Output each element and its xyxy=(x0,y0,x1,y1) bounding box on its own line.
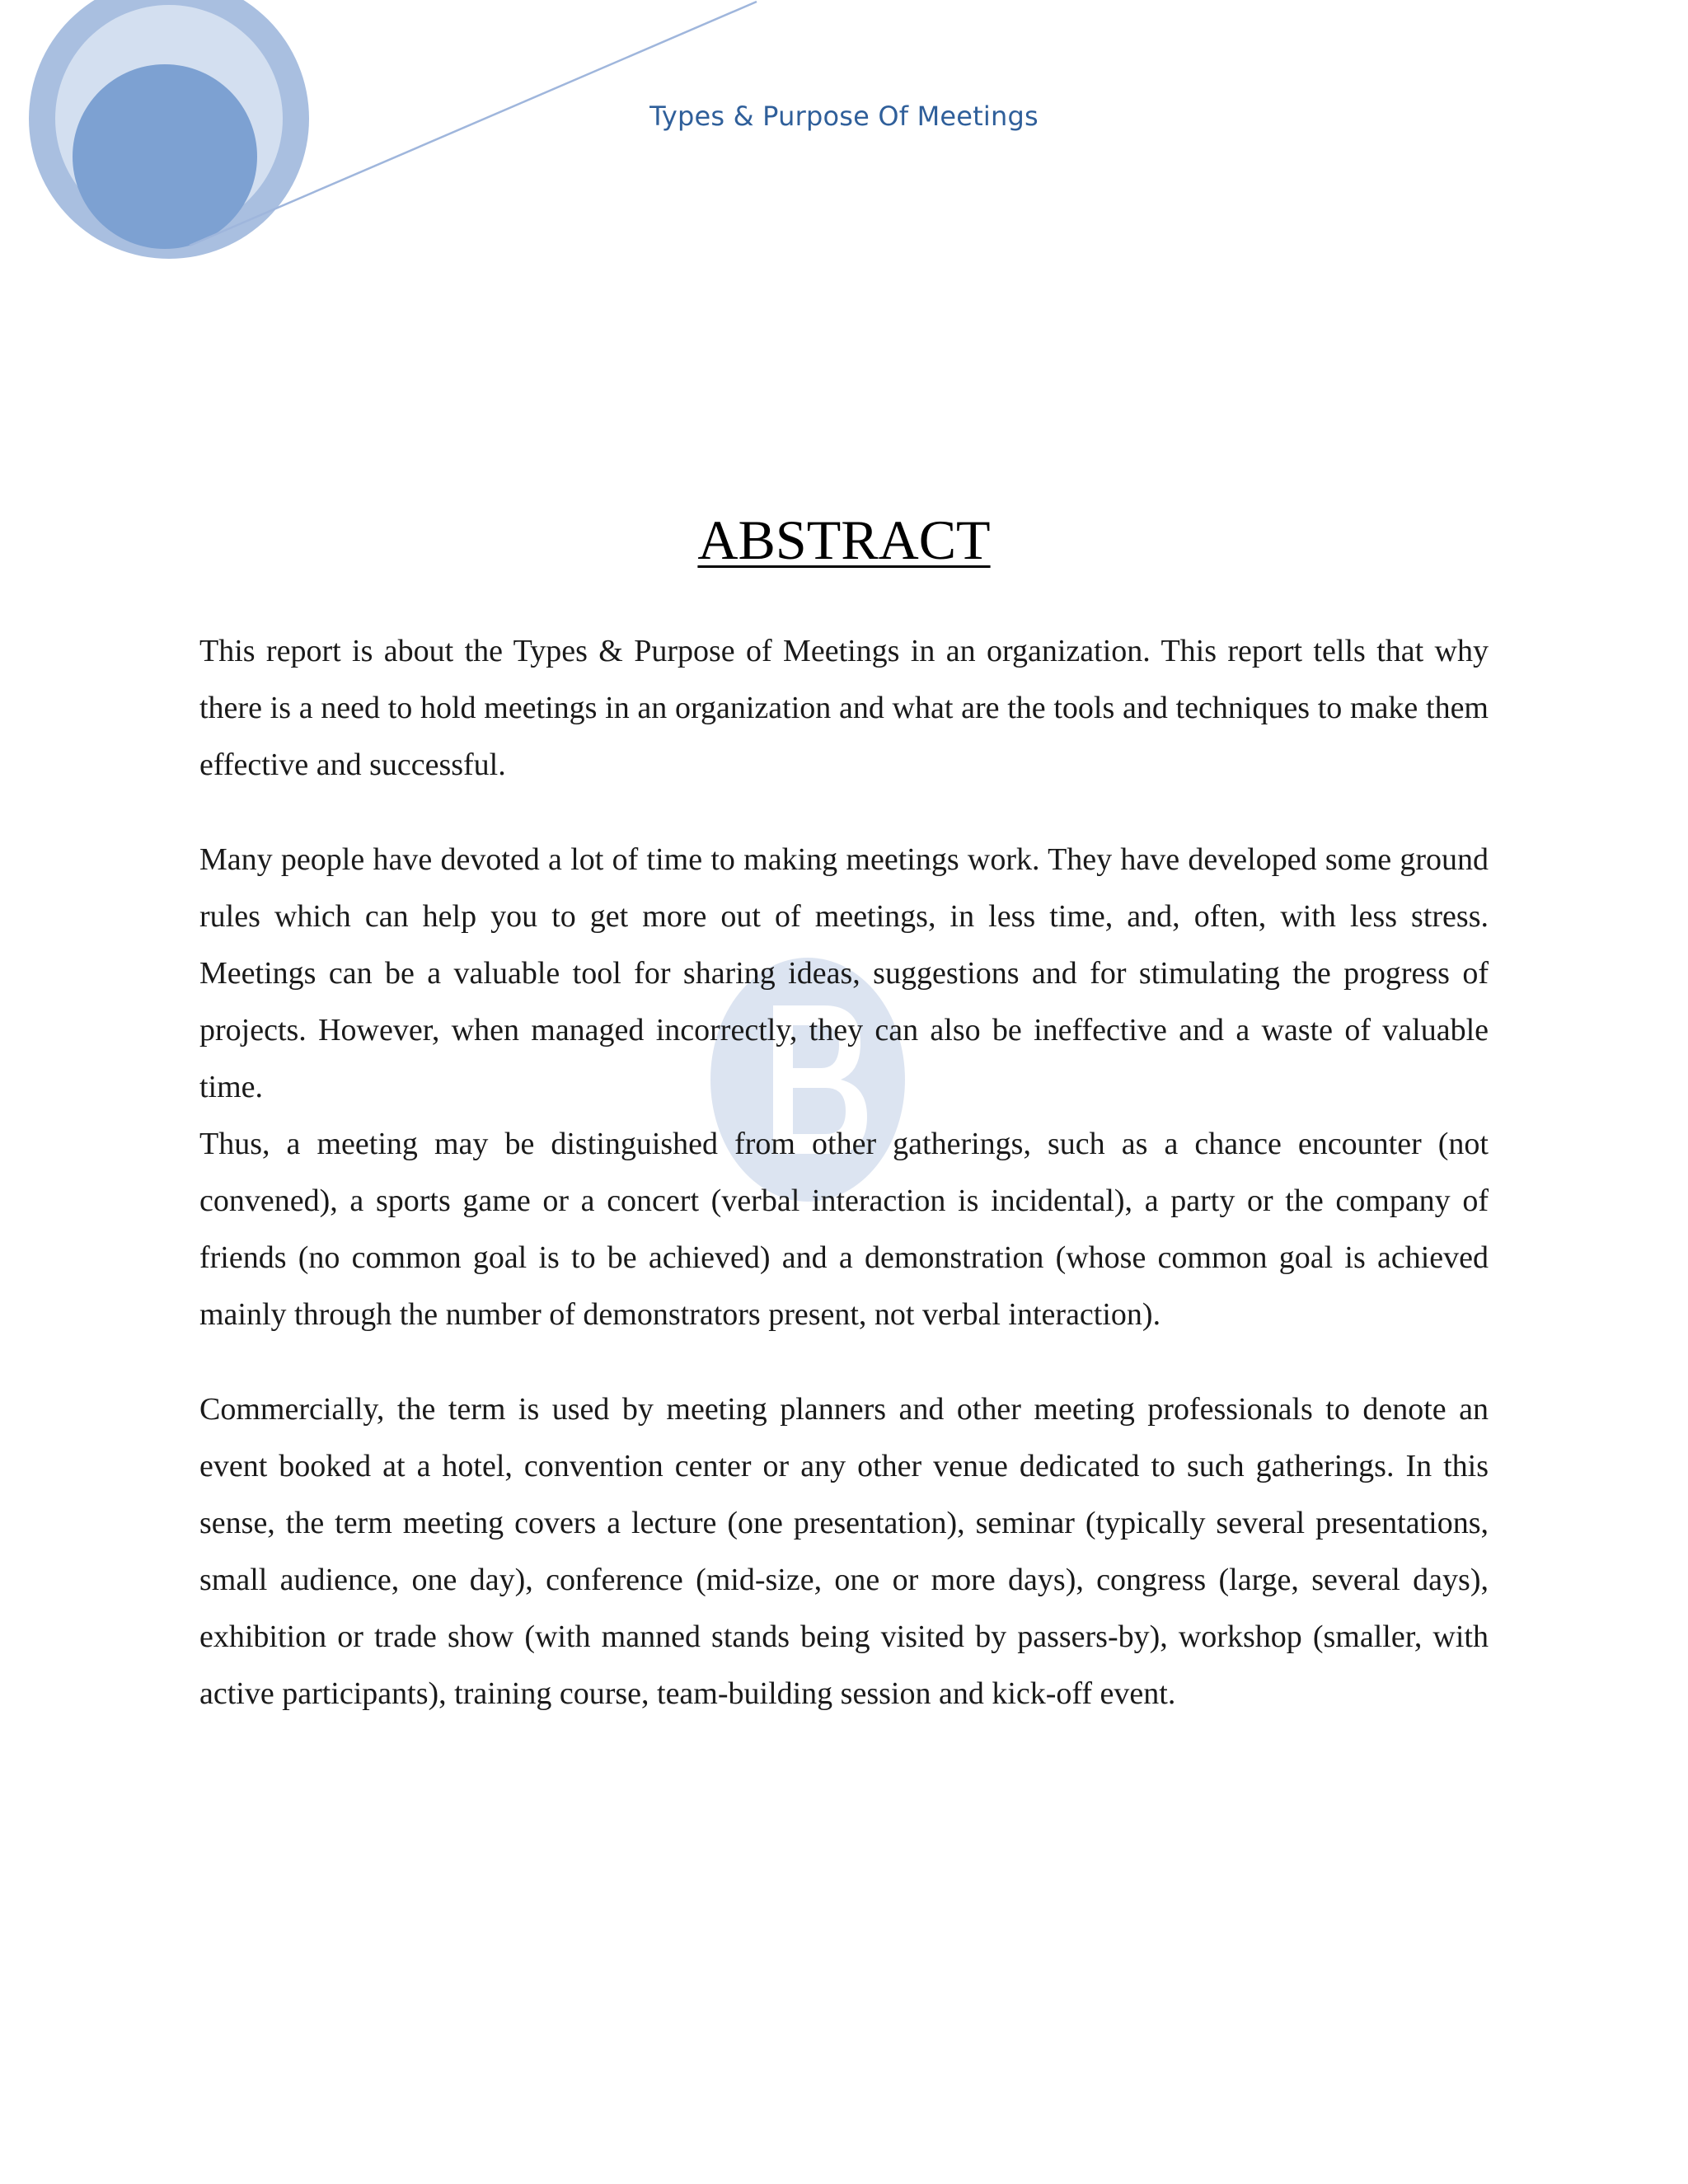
paragraph-2: Many people have devoted a lot of time to making meetings work. They have developed some ground rules which can help you to get more out of meetings, in less time, and, often, with less stress. Meetings can be a valuable tool for sharing ideas, suggestions and for stimulating the progress of projects. However, when managed incorrectly, they can also be ineffective and a waste of valuable time. xyxy=(199,842,1489,1104)
paragraph-4: Commercially, the term is used by meeting planners and other meeting professionals to denote an event booked at a hotel, convention center or any other venue dedicated to such gatherings. In this sense, the term meeting covers a lecture (one presentation), seminar (typically several presentations, small audience, one day), conference (mid-size, one or more days), congress (large, several days), exhibition or trade show (with manned stands being visited by passers-by), workshop (smaller, with active participants), training course, team-building session and kick-off event. xyxy=(199,1392,1489,1711)
abstract-body xyxy=(199,623,1489,1722)
abstract-heading: ABSTRACT xyxy=(697,509,991,571)
running-header-title: Types & Purpose Of Meetings xyxy=(649,101,1039,132)
page-title xyxy=(0,507,1688,573)
paragraph-3: Thus, a meeting may be distinguished from other gatherings, such as a chance encounter (not convened), a sports game or a concert (verbal interaction is incidental), a party or the company of friends (no common goal is to be achieved) and a demonstration (whose common goal is achieved mainly through the number of demonstrators present, not verbal interaction). xyxy=(199,1127,1489,1332)
inner-circle-shape xyxy=(73,64,257,249)
paragraph-1: This report is about the Types & Purpose of Meetings in an organization. This report tells that why there is a need to hold meetings in an organization and what are the tools and techniques to make them effective and successful. xyxy=(199,634,1489,782)
header-circles-decoration xyxy=(0,0,824,297)
